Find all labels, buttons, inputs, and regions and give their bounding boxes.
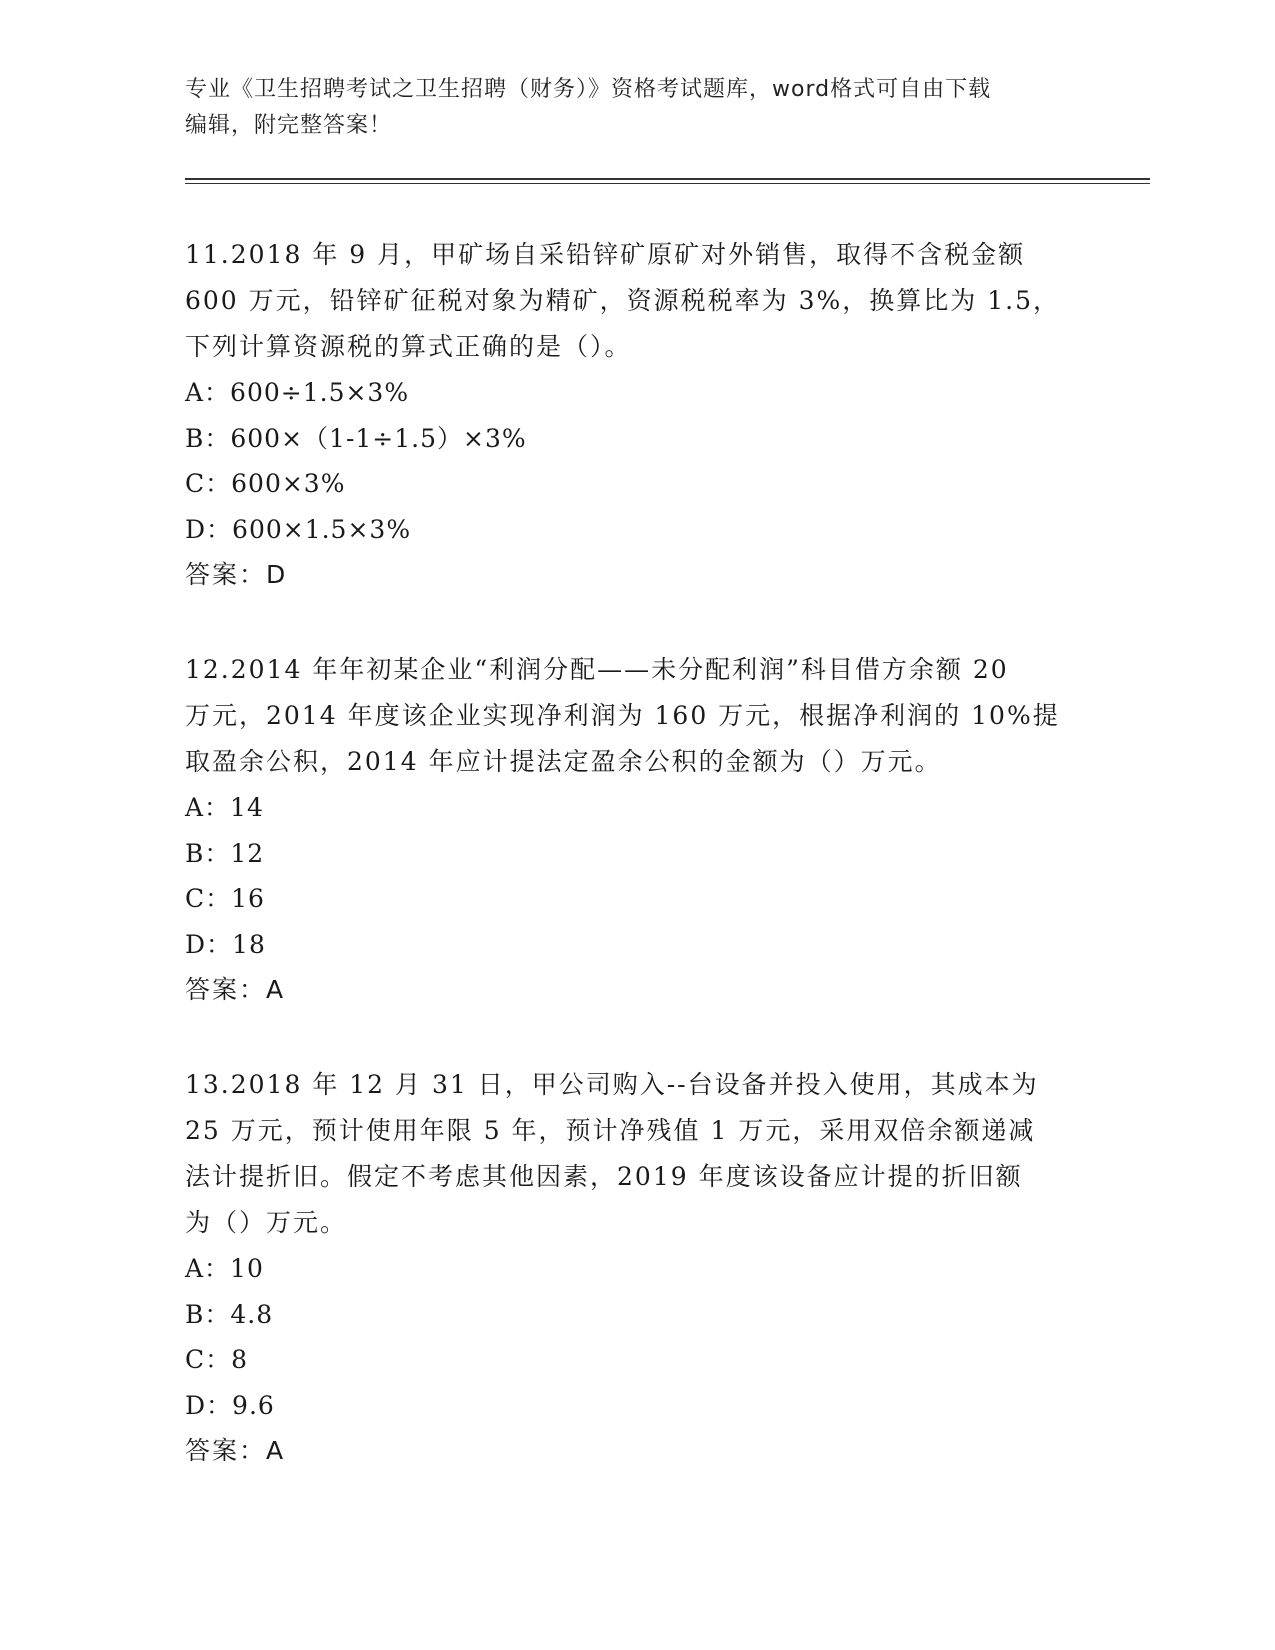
question-stem-line: 600 万元，铅锌矿征税对象为精矿，资源税税率为 3%，换算比为 1.5， — [185, 286, 1060, 315]
question-stem-line: 万元，2014 年度该企业实现净利润为 160 万元，根据净利润的 10%提 — [185, 701, 1060, 730]
option-a: A：10 — [185, 1254, 264, 1283]
answer-line: 答案：A — [185, 975, 286, 1004]
header-line-1: 专业《卫生招聘考试之卫生招聘（财务）》资格考试题库，word格式可自由下载 — [185, 77, 992, 102]
option-a: A：600÷1.5×3% — [185, 378, 410, 407]
option-a: A：14 — [185, 793, 264, 822]
document-header — [185, 72, 1065, 144]
question-stem-line: 13.2018 年 12 月 31 日，甲公司购入--台设备并投入使用，其成本为 — [185, 1070, 1039, 1099]
option-b: B：600×（1-1÷1.5）×3% — [185, 423, 527, 453]
option-c: C：600×3% — [185, 469, 346, 498]
question-item — [185, 1062, 1065, 1473]
question-stem-line: 下列计算资源税的算式正确的是（）。 — [185, 332, 632, 361]
question-item — [185, 232, 1065, 597]
header-divider-thin — [185, 183, 1150, 184]
header-line-2: 编辑，附完整答案！ — [185, 113, 393, 138]
answer-line: 答案：A — [185, 1436, 286, 1465]
option-d: D：600×1.5×3% — [185, 514, 412, 544]
option-d: D：18 — [185, 929, 266, 959]
option-c: C：8 — [185, 1345, 249, 1374]
question-stem-line: 25 万元，预计使用年限 5 年，预计净残值 1 万元，采用双倍余额递减 — [185, 1116, 1036, 1145]
question-stem-line: 11.2018 年 9 月，甲矿场自采铅锌矿原矿对外销售，取得不含税金额 — [185, 240, 1026, 269]
question-item — [185, 647, 1065, 1012]
question-stem-line: 取盈余公积，2014 年应计提法定盈余公积的金额为（）万元。 — [185, 747, 942, 776]
question-stem-line: 法计提折旧。假定不考虑其他因素，2019 年度该设备应计提的折旧额 — [185, 1162, 1023, 1191]
question-stem-line: 为（）万元。 — [185, 1208, 348, 1237]
question-list — [185, 232, 1065, 1523]
option-d: D：9.6 — [185, 1390, 275, 1420]
option-b: B：4.8 — [185, 1299, 274, 1329]
header-divider-thick — [185, 178, 1150, 180]
option-c: C：16 — [185, 884, 265, 913]
option-b: B：12 — [185, 838, 265, 868]
answer-line: 答案：D — [185, 560, 288, 589]
question-stem-line: 12.2014 年年初某企业“利润分配——未分配利润”科目借方余额 20 — [185, 655, 1009, 684]
